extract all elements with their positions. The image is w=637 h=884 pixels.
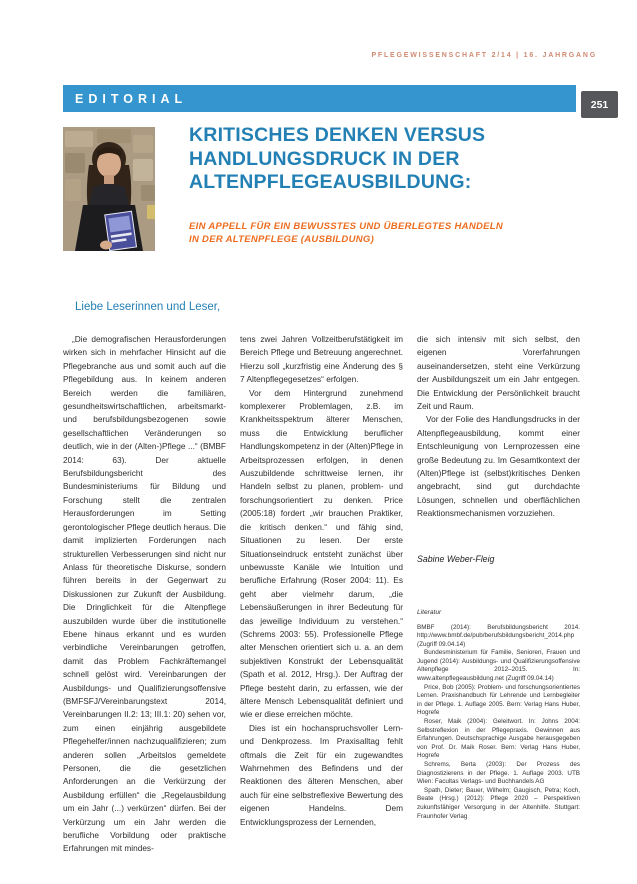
article-title-line-2: HANDLUNGSDRUCK IN DER xyxy=(189,147,460,170)
reference-item: Schrems, Berta (2003): Der Prozess des Diagnostizierens in der Pflege. 1. Auflage 2003. UTB Wien: Facultas Verlags- und Buchhandels AG xyxy=(417,761,580,786)
body-paragraph: die sich intensiv mit sich selbst, den eigenen Vorerfahrungen auseinandersetzen, steht eine Verkürzung der Ausbildungszeit um ein Jahr entgegen. Die Entwicklung der Persönlichkeit braucht Zeit und Raum. xyxy=(417,334,580,412)
text-column-2 xyxy=(240,333,403,829)
article-title xyxy=(189,124,589,195)
body-paragraph: tens zwei Jahren Vollzeitberufstätigkeit im Bereich Pflege und Betreuung angerechnet. Hierzu soll „kurzfristig eine Änderung des § 7 Altenpflegegesetzes“ erfolgen. xyxy=(240,334,403,385)
salutation: Liebe Leserinnen und Leser, xyxy=(75,301,221,313)
text-column-1 xyxy=(63,333,226,856)
article-subtitle xyxy=(189,221,589,246)
reference-item: Price, Bob (2005): Problem- und forschungsorientiertes Lernen. Praxishandbuch für Lehrende und Lernbegleiter in der Pflege. 1. Auflage 2005. Bern: Verlag Hans Huber, Hogrefe xyxy=(417,683,580,717)
article-title-line-1: KRITISCHES DENKEN VERSUS xyxy=(189,124,486,146)
author-photo xyxy=(63,127,155,251)
journal-header-line: PFLEGEWISSENSCHAFT 2/14 | 16. JAHRGANG xyxy=(371,52,597,59)
article-title-line-3: ALTENPFLEGEAUSBILDUNG: xyxy=(189,171,472,193)
author-portrait-illustration xyxy=(63,127,155,251)
body-paragraph: Dies ist ein hochanspruchsvoller Lern- und Denkprozess. Im Praxisalltag fehlt oftmals die Zeit für ein zugewandtes Wahrnehmen des Befindens und der Reaktionen des älteren Menschen, aber auch für eine selbstreflexive Bewertung des eigenen Handelns. Dem Entwicklungsprozess der Lernenden, xyxy=(240,722,403,827)
references-list xyxy=(417,624,580,822)
references-section xyxy=(417,606,580,821)
body-paragraph: Vor der Folie des Handlungsdrucks in der Altenpflegeausbildung, kommt einer Entschleunigung von Lernprozessen eine große Bedeutung zu. Im Gesamtkontext der (Alten)Pflege ist (selbst)kritisches Denken angebracht, sind gut durchdachte Lösungen, schnellen und oberflächlichen Reaktionsmechanismen vorzuziehen. xyxy=(417,414,580,519)
text-column-3-paragraphs xyxy=(417,333,580,521)
body-paragraph: „Die demografischen Herausforderungen wirken sich in mehrfacher Hinsicht auf die Pflegebranche aus und somit auch auf die Pflegebildung aus. In keinem anderen Bereich werden die familiären, gesundheitswirtschaftlichen, arbeitsmarkt- und berufsbildungsbezogenen sowie gesellschaftlichen Veränderungen so deutlich, wie in der (Alten-)Pflege ...“ (BMBF 2014: 63). Der aktuelle Berufsbildungsbericht des Bundesministeriums für Bildung und Forschung stellt die zentralen Herausforderungen im Setting gerontologischer Pflege deutlich heraus. Die damit implizierten Forderungen nach strukturellen Verbesserungen sind nicht nur Anlass für theoretische Diskurse, sondern führen bereits in der Gegenwart zu Diskussionen zur Zukunft der Ausbildung. Die Dringlichkeit für die Altenpflege auszubilden wurde über die institutionelle Ebene hinaus erkannt und es wurden verbindliche Vereinbarungen getroffen, damit das Problem Fachkräftemangel schnell gelöst wird. Vereinbarungen der Ausbildungs- und Qualifizierungsoffensive (BMFSFJ/Vereinbarungstext 2014, Vereinbarungen II.2: 13; III.1: 20) sehen vor, zum einen einjährig ausgebildete Pflegehelfer/innen nachzuqualifizieren; zum anderen sollen „Arbeitslos gemeldete Personen, die die gesetzlichen Anforderungen an die Verkürzung der Ausbildung erfüllen“ die „Regelausbildung um ein Jahr (...) verkürzen“ dürfen. Bei der Verkürzung um ein Jahr werden die berufliche Vorbildung oder praktische Erfahrungen mit mindes- xyxy=(63,334,226,854)
article-subtitle-line-2: IN DER ALTENPFLEGE (AUSBILDUNG) xyxy=(189,233,375,245)
references-heading: Literatur xyxy=(417,609,442,617)
author-signature: Sabine Weber-Fleig xyxy=(417,553,495,564)
editorial-banner xyxy=(63,85,576,112)
reference-item: Spath, Dieter; Bauer, Wilhelm; Gaugisch, Petra; Koch, Beate (Hrsg.) (2012): Pflege 2020 – Perspektiven zukunftsfähiger Versorgung in der Altenhilfe. Stuttgart: Fraunhofer Verlag xyxy=(417,786,580,820)
reference-item: Roser, Maik (2004): Geleitwort. In: Johns 2004: Selbstreflexion in der Pflegepraxis. Gewinnen aus Erfahrungen. Deutschsprachige Ausgabe herausgegeben von Prof. Dr. Maik Roser. Bern: Verlag Hans Huber, Hogrefe xyxy=(417,718,580,760)
text-column-3 xyxy=(417,333,580,821)
reference-item: BMBF (2014): Berufsbildungsbericht 2014. http://www.bmbf.de/pub/berufsbildungsbericht_2014.php (Zugriff 09.04.14) xyxy=(417,623,580,648)
article-subtitle-line-1: EIN APPELL FÜR EIN BEWUSSTES UND ÜBERLEGTES HANDELN xyxy=(189,221,504,232)
editorial-label: EDITORIAL xyxy=(75,91,188,106)
reference-item: Bundesministerium für Familie, Senioren, Frauen und Jugend (2014): Ausbildungs- und Qualifizierungsoffensive Altenpflege 2012–2015. In: www.altenpflegeausbildung.net (Zugriff 09.04.14) xyxy=(417,649,580,683)
body-paragraph: Vor dem Hintergrund zunehmend komplexerer Problemlagen, z.B. im Krankheitsspektrum älterer Menschen, muss die Entwicklung beruflicher Handlungskompetenz in der (Alten)Pflege in Arbeitsprozessen erfolgen, in denen Auszubildende schrittweise lernen, ihr Handeln selbst zu planen, problem- und forschungsorientiert zu denken. Price (2005:18) fordert „wir brauchen Praktiker, die kritisch denken.“ und fähig sind, Situationen zu lesen. Der erste Situationseindruck entsteht zunächst über unbewusste Kanäle wie Intuition und berufliche Erfahrung (Roser 2004: 11). Es geht aber vielmehr darum, „die Lebensäußerungen in ihrer Bedeutung für das jeweilige Individuum zu verstehen.“ (Schrems 2003: 55). Professionelle Pflege alter Menschen orientiert sich u. a. an dem subjektiven Konstrukt der Lebensqualität (Spath et al. 2012, Hrsg.). Der Auftrag der Pflege besteht darin, zu erfassen, wie der ältere Mensch Lebensqualität definiert und wie er diese erreichen möchte. xyxy=(240,387,403,720)
page-number-badge: 251 xyxy=(581,91,618,118)
